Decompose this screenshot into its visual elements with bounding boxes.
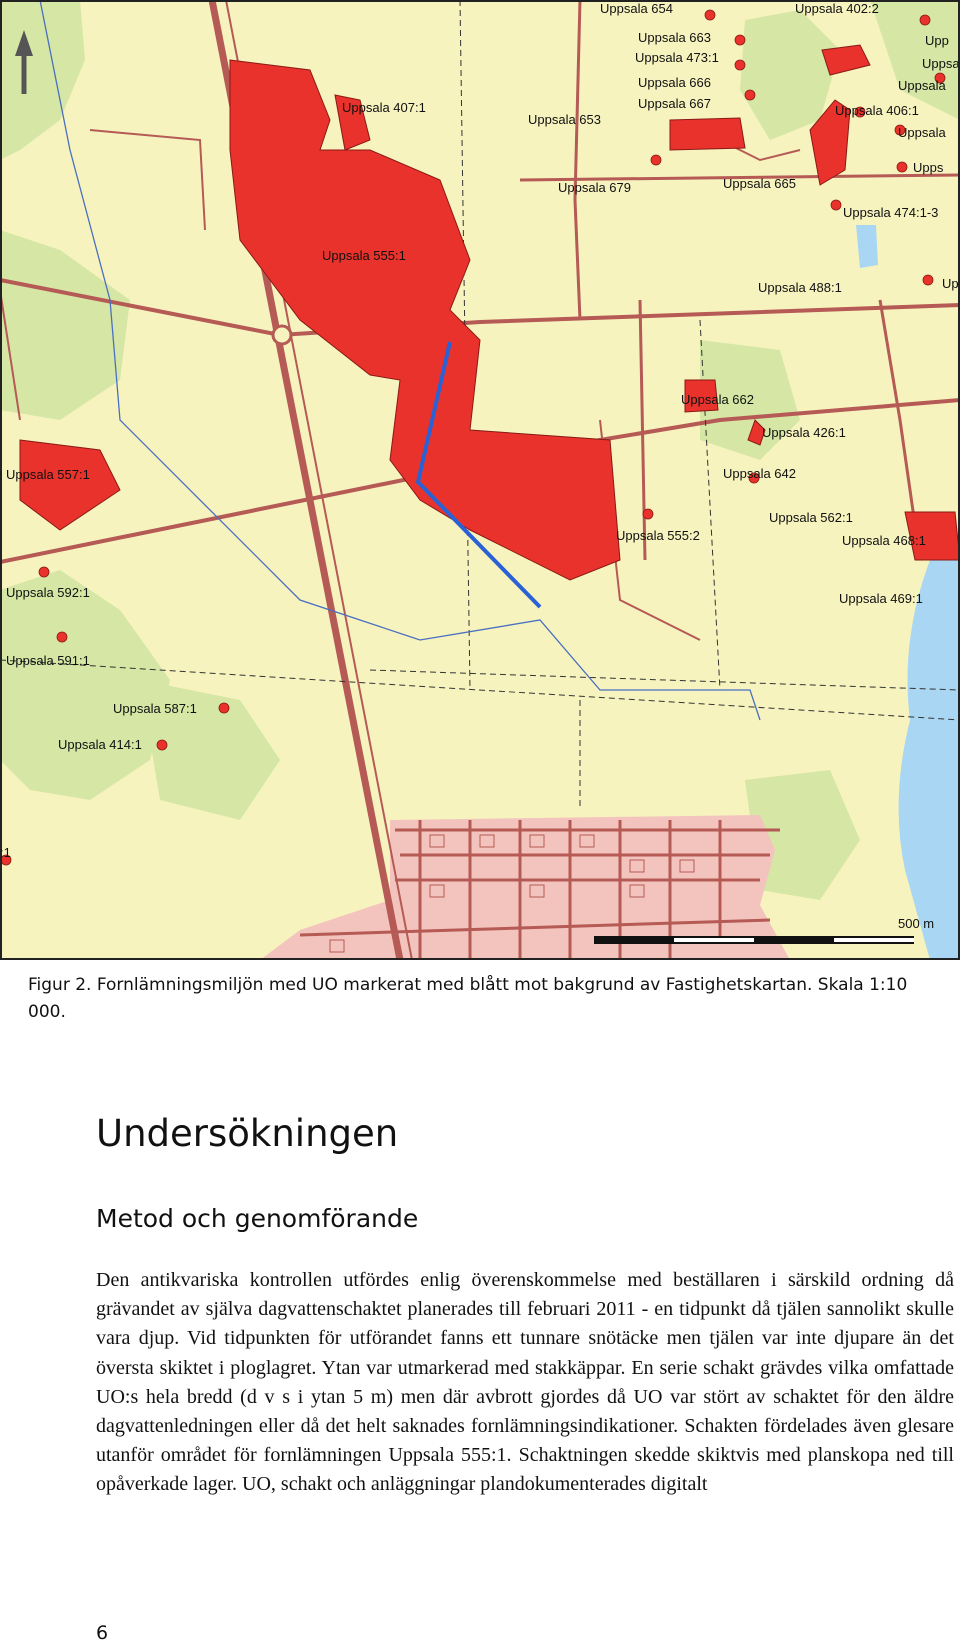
site-label: Uppsala 663	[638, 30, 711, 45]
site-label: Uppsala 474:1-3	[843, 205, 939, 220]
site-label: Uppsala 587:1	[113, 701, 197, 716]
site-label: Uppsala 555:1	[322, 248, 406, 263]
site-label: :1	[0, 845, 11, 860]
site-label: Upp	[925, 33, 949, 48]
site-label: Uppsala 426:1	[762, 425, 846, 440]
subsection-heading: Metod och genomförande	[96, 1204, 419, 1233]
scale-label: 500 m	[898, 916, 935, 931]
site-label: Uppsala 666	[638, 75, 711, 90]
page-number: 6	[96, 1622, 109, 1644]
site-label: Uppsala 473:1	[635, 50, 719, 65]
site-label: Uppsala 654	[600, 1, 673, 16]
site-label: Uppsala 414:1	[58, 737, 142, 752]
site-label: Upps	[913, 160, 944, 175]
site-label: Uppsala 406:1	[835, 103, 919, 118]
roundabout	[273, 326, 291, 344]
site-label: Uppsala 555:2	[616, 528, 700, 543]
section-heading: Undersökningen	[96, 1112, 399, 1155]
site-label: Uppsala 679	[558, 180, 631, 195]
body-paragraph: Den antikvariska kontrollen utfördes enlig överenskommelse med beställaren i särskild ordning då grävandet av själva dagvattenschaktet planerades till februari 2011 - en tidpunkt då tjälen sannolikt skulle vara djup. Vid tidpunkten för utförandet fanns ett tunnare snötäcke men tjälen var inte djupare än det översta skiktet i ploglagret. Ytan var utmarkerad med stakkäppar. En serie schakt grävdes vilka omfattade UO:s hela bredd (d v s i ytan 5 m) men där avbrott gjordes då UO var stört av schaktet för den äldre dagvattenledningen eller då det helt saknades fornlämningsindikationer. Schakten fördelades även glesare utanför området för fornlämningen Uppsala 555:1. Schaktningen skedde skiktvis med planskopa ned till opåverkade lager. UO, schakt och anläggningar plandokumenterades digitalt	[96, 1269, 954, 1496]
site-label: Uppsala 667	[638, 96, 711, 111]
site-label: Uppsala 488:1	[758, 280, 842, 295]
site-label: Uppsala 642	[723, 466, 796, 481]
site-label: Uppsala 592:1	[6, 585, 90, 600]
site-label: Uppsala	[898, 78, 946, 93]
site-label: Uppsala 402:2	[795, 1, 879, 16]
site-label: Uppsala 653	[528, 112, 601, 127]
site-label: Uppsala 557:1	[6, 467, 90, 482]
site-label: Uppsala	[898, 125, 946, 140]
site-label: Uppsa	[922, 56, 960, 71]
site-label: Up	[942, 276, 959, 291]
site-label: Uppsala 562:1	[769, 510, 853, 525]
site-label: Uppsala 665	[723, 176, 796, 191]
site-label: Uppsala 662	[681, 392, 754, 407]
site-label: Uppsala 591:1	[6, 653, 90, 668]
site-label: Uppsala 469:1	[839, 591, 923, 606]
site-label: Uppsala 468:1	[842, 533, 926, 548]
figure-caption: Figur 2. Fornlämningsmiljön med UO markerat med blått mot bakgrund av Fastighetskartan. Skala 1:10 000.	[28, 975, 908, 1022]
site-label: Uppsala 407:1	[342, 100, 426, 115]
